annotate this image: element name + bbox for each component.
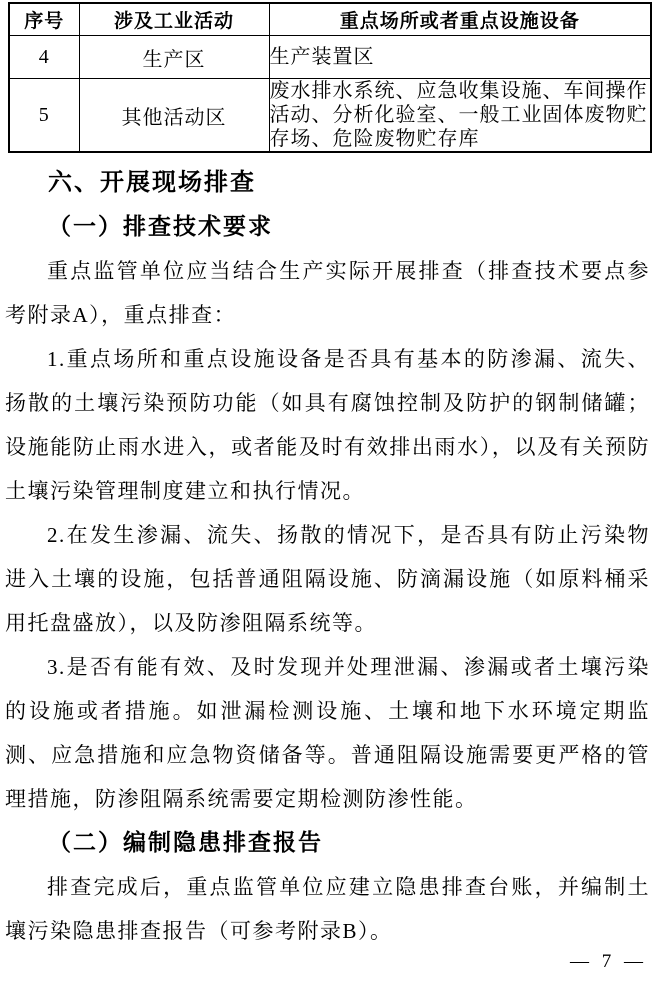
paragraph-item-1: 1.重点场所和重点设施设备是否具有基本的防渗漏、流失、扬散的土壤污染预防功能（如具有腐蚀控制及防护的钢制储罐；设施能防止雨水进入，或者能及时有效排出雨水），以及有关预防土壤污染管理制度建立和执行情况。 <box>5 347 650 503</box>
paragraph-intro: 重点监管单位应当结合生产实际开展排查（排查技术要点参考附录A），重点排查： <box>5 259 650 327</box>
table-header-facilities: 重点场所或者重点设施设备 <box>269 3 651 36</box>
subsection-heading-inspection-requirements: （一）排查技术要求 <box>48 214 273 239</box>
table-header-activity: 涉及工业活动 <box>79 3 269 36</box>
paragraph-report: 排查完成后，重点监管单位应建立隐患排查台账，并编制土壤污染隐患排查报告（可参考附录B）。 <box>5 875 650 943</box>
table-row <box>9 79 651 153</box>
table-header-row <box>9 3 651 36</box>
paragraph-item-2: 2.在发生渗漏、流失、扬散的情况下，是否具有防止污染物进入土壤的设施，包括普通阻隔设施、防滴漏设施（如原料桶采用托盘盛放），以及防渗阻隔系统等。 <box>5 523 650 635</box>
row-activity: 其他活动区 <box>79 79 269 153</box>
page-number: — 7 — <box>570 951 647 972</box>
row-activity: 生产区 <box>79 36 269 79</box>
row-index: 4 <box>9 36 79 79</box>
row-facilities: 生产装置区 <box>269 36 651 79</box>
table-row <box>9 36 651 79</box>
section-heading-six: 六、开展现场排查 <box>48 169 256 196</box>
subsection-heading-report: （二）编制隐患排查报告 <box>48 830 323 855</box>
key-facilities-table <box>8 2 652 153</box>
paragraph-item-3: 3.是否有能有效、及时发现并处理泄漏、渗漏或者土壤污染的设施或者措施。如泄漏检测设施、土壤和地下水环境定期监测、应急措施和应急物资储备等。普通阻隔设施需要更严格的管理措施，防渗阻隔系统需要定期检测防渗性能。 <box>5 655 650 811</box>
row-facilities: 废水排水系统、应急收集设施、车间操作活动、分析化验室、一般工业固体废物贮存场、危险废物贮存库 <box>269 79 651 153</box>
row-index: 5 <box>9 79 79 153</box>
table-header-index: 序号 <box>9 3 79 36</box>
